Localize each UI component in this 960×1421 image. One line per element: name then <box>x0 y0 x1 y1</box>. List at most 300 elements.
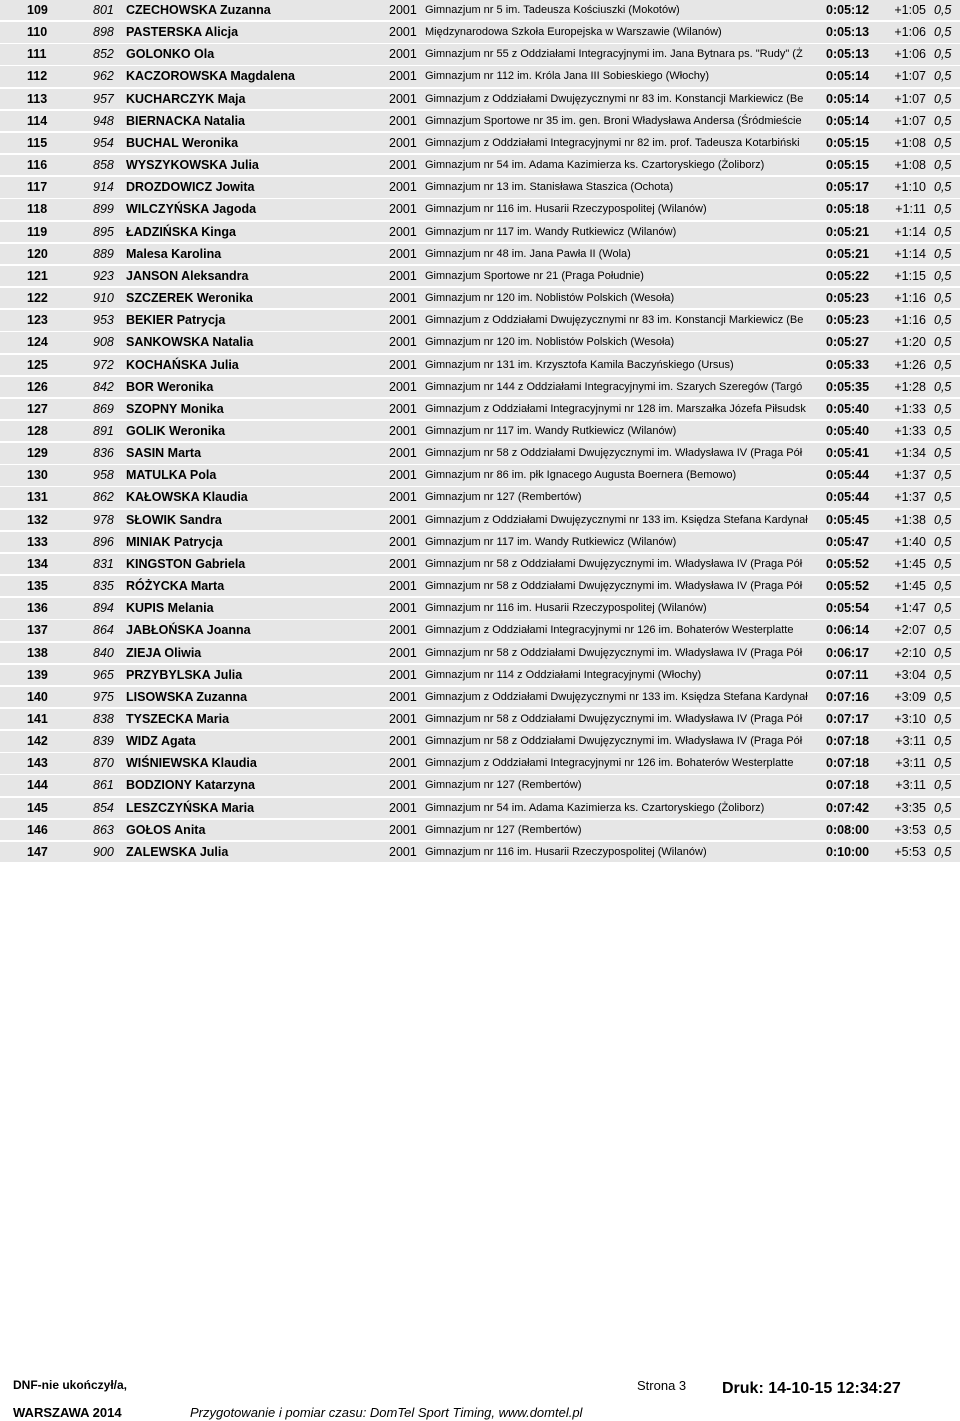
table-row <box>0 487 960 507</box>
time-gap-cell: +1:10 <box>894 180 926 195</box>
place-cell: 122 <box>27 291 48 306</box>
birth-year-cell: 2001 <box>389 623 417 638</box>
time-gap-cell: +1:08 <box>894 158 926 173</box>
athlete-name-cell: MINIAK Patrycja <box>126 534 223 549</box>
time-gap-cell: +1:15 <box>894 268 926 283</box>
athlete-name-cell: SZCZEREK Weronika <box>126 291 253 306</box>
timing-credit: Przygotowanie i pomiar czasu: DomTel Sport Timing, www.domtel.pl <box>190 1405 583 1420</box>
bib-cell: 957 <box>93 91 114 106</box>
bib-cell: 953 <box>93 313 114 328</box>
table-row <box>0 709 960 729</box>
place-cell: 131 <box>27 490 48 505</box>
school-cell: Gimnazjum nr 54 im. Adama Kazimierza ks. Czartoryskiego (Żoliborz) <box>425 801 765 814</box>
birth-year-cell: 2001 <box>389 844 417 859</box>
place-cell: 135 <box>27 579 48 594</box>
school-cell: Gimnazjum nr 120 im. Noblistów Polskich (Wesoła) <box>425 336 675 349</box>
birth-year-cell: 2001 <box>389 268 417 283</box>
points-cell: 0,5 <box>934 224 952 239</box>
time-gap-cell: +1:07 <box>894 69 926 84</box>
birth-year-cell: 2001 <box>389 379 417 394</box>
time-gap-cell: +1:45 <box>894 556 926 571</box>
table-row <box>0 44 960 64</box>
table-row <box>0 377 960 397</box>
time-gap-cell: +1:34 <box>894 446 926 461</box>
points-cell: 0,5 <box>934 3 952 17</box>
place-cell: 127 <box>27 401 48 416</box>
birth-year-cell: 2001 <box>389 534 417 549</box>
finish-time-cell: 0:08:00 <box>826 822 870 837</box>
bib-cell: 958 <box>93 468 114 483</box>
place-cell: 128 <box>27 423 48 438</box>
finish-time-cell: 0:07:16 <box>826 689 870 704</box>
points-cell: 0,5 <box>934 734 952 749</box>
finish-time-cell: 0:05:33 <box>826 357 870 372</box>
birth-year-cell: 2001 <box>389 579 417 594</box>
place-cell: 124 <box>27 335 48 350</box>
finish-time-cell: 0:06:14 <box>826 623 870 638</box>
athlete-name-cell: KUPIS Melania <box>126 601 214 616</box>
bib-cell: 862 <box>93 490 114 505</box>
print-timestamp: Druk: 14-10-15 12:34:27 <box>722 1380 901 1397</box>
athlete-name-cell: SANKOWSKA Natalia <box>126 335 254 350</box>
athlete-name-cell: WIŚNIEWSKA Klaudia <box>126 756 257 771</box>
bib-cell: 975 <box>93 689 114 704</box>
table-row <box>0 643 960 663</box>
table-row <box>0 510 960 530</box>
bib-cell: 839 <box>93 734 114 749</box>
bib-cell: 842 <box>93 379 114 394</box>
bib-cell: 891 <box>93 423 114 438</box>
points-cell: 0,5 <box>934 844 952 859</box>
school-cell: Gimnazjum z Oddziałami Integracyjnymi nr 128 im. Marszałka Józefa Piłsudsk <box>425 402 806 415</box>
bib-cell: 898 <box>93 25 114 40</box>
bib-cell: 910 <box>93 291 114 306</box>
time-gap-cell: +1:07 <box>894 113 926 128</box>
time-gap-cell: +3:04 <box>894 667 926 682</box>
athlete-name-cell: BIERNACKA Natalia <box>126 113 246 128</box>
points-cell: 0,5 <box>934 357 952 372</box>
table-row <box>0 22 960 42</box>
place-cell: 140 <box>27 689 48 704</box>
time-gap-cell: +1:06 <box>894 25 926 40</box>
points-cell: 0,5 <box>934 712 952 726</box>
school-cell: Gimnazjum z Oddziałami Integracyjnymi nr 82 im. prof. Tadeusza Kotarbiński <box>425 136 800 149</box>
birth-year-cell: 2001 <box>389 335 417 350</box>
bib-cell: 870 <box>93 756 114 771</box>
finish-time-cell: 0:05:15 <box>826 135 870 150</box>
place-cell: 118 <box>27 202 48 217</box>
time-gap-cell: +1:37 <box>894 468 926 483</box>
place-cell: 120 <box>27 246 48 261</box>
place-cell: 133 <box>27 534 48 549</box>
time-gap-cell: +1:38 <box>894 512 926 527</box>
time-gap-cell: +5:53 <box>894 844 926 859</box>
time-gap-cell: +2:10 <box>894 645 926 660</box>
place-cell: 116 <box>27 158 48 173</box>
school-cell: Gimnazjum nr 116 im. Husarii Rzeczypospolitej (Wilanów) <box>425 203 707 216</box>
athlete-name-cell: KINGSTON Gabriela <box>126 556 246 571</box>
points-cell: 0,5 <box>934 268 952 283</box>
finish-time-cell: 0:05:27 <box>826 335 870 350</box>
table-row <box>0 399 960 419</box>
finish-time-cell: 0:05:44 <box>826 490 870 505</box>
time-gap-cell: +1:16 <box>894 313 926 328</box>
athlete-name-cell: DROZDOWICZ Jowita <box>126 180 255 195</box>
finish-time-cell: 0:05:40 <box>826 401 870 416</box>
place-cell: 141 <box>27 712 48 726</box>
time-gap-cell: +3:09 <box>894 689 926 704</box>
school-cell: Gimnazjum nr 48 im. Jana Pawła II (Wola) <box>425 247 631 260</box>
birth-year-cell: 2001 <box>389 291 417 306</box>
finish-time-cell: 0:05:35 <box>826 379 870 394</box>
birth-year-cell: 2001 <box>389 313 417 328</box>
birth-year-cell: 2001 <box>389 135 417 150</box>
table-row <box>0 731 960 751</box>
finish-time-cell: 0:05:18 <box>826 202 870 217</box>
points-cell: 0,5 <box>934 335 952 350</box>
points-cell: 0,5 <box>934 379 952 394</box>
place-cell: 136 <box>27 601 48 616</box>
school-cell: Gimnazjum Sportowe nr 35 im. gen. Broni Władysława Andersa (Śródmieście <box>425 114 802 127</box>
table-row <box>0 532 960 552</box>
place-cell: 134 <box>27 556 48 571</box>
points-cell: 0,5 <box>934 69 952 84</box>
place-cell: 117 <box>27 180 48 195</box>
birth-year-cell: 2001 <box>389 468 417 483</box>
bib-cell: 896 <box>93 534 114 549</box>
table-row <box>0 310 960 330</box>
birth-year-cell: 2001 <box>389 512 417 527</box>
finish-time-cell: 0:05:44 <box>826 468 870 483</box>
table-row <box>0 0 960 20</box>
place-cell: 144 <box>27 778 48 793</box>
school-cell: Gimnazjum z Oddziałami Integracyjnymi nr 126 im. Bohaterów Westerplatte <box>425 624 794 637</box>
athlete-name-cell: ZIEJA Oliwia <box>126 645 202 660</box>
school-cell: Gimnazjum nr 112 im. Króla Jana III Sobieskiego (Włochy) <box>425 70 710 83</box>
birth-year-cell: 2001 <box>389 47 417 62</box>
points-cell: 0,5 <box>934 446 952 461</box>
athlete-name-cell: SŁOWIK Sandra <box>126 512 222 527</box>
finish-time-cell: 0:05:22 <box>826 268 870 283</box>
athlete-name-cell: BUCHAL Weronika <box>126 135 239 150</box>
time-gap-cell: +1:06 <box>894 47 926 62</box>
finish-time-cell: 0:05:14 <box>826 113 870 128</box>
athlete-name-cell: BEKIER Patrycja <box>126 313 226 328</box>
school-cell: Gimnazjum nr 116 im. Husarii Rzeczypospolitej (Wilanów) <box>425 845 707 858</box>
time-gap-cell: +1:11 <box>895 202 926 217</box>
finish-time-cell: 0:05:54 <box>826 601 870 616</box>
time-gap-cell: +3:11 <box>895 756 926 771</box>
place-cell: 145 <box>27 800 48 815</box>
table-row <box>0 554 960 574</box>
bib-cell: 835 <box>93 579 114 594</box>
finish-time-cell: 0:05:13 <box>826 25 870 40</box>
points-cell: 0,5 <box>934 490 952 505</box>
table-row <box>0 355 960 375</box>
table-row <box>0 244 960 264</box>
table-row <box>0 775 960 795</box>
finish-time-cell: 0:07:11 <box>826 667 869 682</box>
place-cell: 111 <box>27 47 47 62</box>
place-cell: 115 <box>27 135 48 150</box>
finish-time-cell: 0:05:41 <box>826 446 870 461</box>
athlete-name-cell: LISOWSKA Zuzanna <box>126 689 248 704</box>
table-row <box>0 155 960 175</box>
time-gap-cell: +1:45 <box>894 579 926 594</box>
school-cell: Gimnazjum nr 120 im. Noblistów Polskich (Wesoła) <box>425 292 675 305</box>
place-cell: 126 <box>27 379 48 394</box>
time-gap-cell: +3:53 <box>894 822 926 837</box>
table-row <box>0 177 960 197</box>
athlete-name-cell: WYSZYKOWSKA Julia <box>126 158 259 173</box>
athlete-name-cell: PRZYBYLSKA Julia <box>126 667 243 682</box>
table-row <box>0 753 960 773</box>
points-cell: 0,5 <box>934 468 952 483</box>
place-cell: 109 <box>27 3 48 17</box>
bib-cell: 869 <box>93 401 114 416</box>
athlete-name-cell: SZOPNY Monika <box>126 401 224 416</box>
school-cell: Gimnazjum nr 127 (Rembertów) <box>425 779 582 792</box>
birth-year-cell: 2001 <box>389 69 417 84</box>
bib-cell: 858 <box>93 158 114 173</box>
bib-cell: 908 <box>93 335 114 350</box>
bib-cell: 954 <box>93 135 114 150</box>
finish-time-cell: 0:05:15 <box>826 158 870 173</box>
birth-year-cell: 2001 <box>389 202 417 217</box>
bib-cell: 914 <box>93 180 114 195</box>
place-cell: 113 <box>27 91 48 106</box>
points-cell: 0,5 <box>934 800 952 815</box>
school-cell: Gimnazjum nr 58 z Oddziałami Dwujęzycznymi im. Władysława IV (Praga Pół <box>425 557 803 570</box>
athlete-name-cell: KUCHARCZYK Maja <box>126 91 246 106</box>
school-cell: Gimnazjum z Oddziałami Dwujęzycznymi nr 133 im. Księdza Stefana Kardynał <box>425 690 808 703</box>
table-row <box>0 443 960 463</box>
athlete-name-cell: ŁADZIŃSKA Kinga <box>126 224 236 239</box>
event-city-year: WARSZAWA 2014 <box>13 1405 122 1420</box>
time-gap-cell: +1:37 <box>894 490 926 505</box>
table-row <box>0 266 960 286</box>
place-cell: 137 <box>27 623 48 638</box>
finish-time-cell: 0:05:13 <box>826 47 870 62</box>
finish-time-cell: 0:05:21 <box>826 224 870 239</box>
school-cell: Gimnazjum nr 58 z Oddziałami Dwujęzycznymi im. Władysława IV (Praga Pół <box>425 735 803 748</box>
points-cell: 0,5 <box>934 601 952 616</box>
table-row <box>0 111 960 131</box>
athlete-name-cell: MATULKA Pola <box>126 468 217 483</box>
athlete-name-cell: Malesa Karolina <box>126 246 222 261</box>
finish-time-cell: 0:05:40 <box>826 423 870 438</box>
points-cell: 0,5 <box>934 778 952 793</box>
place-cell: 146 <box>27 822 48 837</box>
points-cell: 0,5 <box>934 667 952 682</box>
points-cell: 0,5 <box>934 135 952 150</box>
time-gap-cell: +1:05 <box>894 3 926 17</box>
points-cell: 0,5 <box>934 25 952 40</box>
school-cell: Gimnazjum nr 117 im. Wandy Rutkiewicz (Wilanów) <box>425 225 677 238</box>
finish-time-cell: 0:06:17 <box>826 645 870 660</box>
time-gap-cell: +1:14 <box>894 224 926 239</box>
time-gap-cell: +1:33 <box>894 423 926 438</box>
table-row <box>0 332 960 352</box>
points-cell: 0,5 <box>934 623 952 638</box>
school-cell: Gimnazjum nr 58 z Oddziałami Dwujęzycznymi im. Władysława IV (Praga Pół <box>425 646 803 659</box>
finish-time-cell: 0:05:45 <box>826 512 870 527</box>
birth-year-cell: 2001 <box>389 25 417 40</box>
birth-year-cell: 2001 <box>389 91 417 106</box>
bib-cell: 831 <box>93 556 114 571</box>
points-cell: 0,5 <box>934 91 952 106</box>
time-gap-cell: +1:07 <box>894 91 926 106</box>
points-cell: 0,5 <box>934 180 952 195</box>
school-cell: Gimnazjum nr 58 z Oddziałami Dwujęzycznymi im. Władysława IV (Praga Pół <box>425 713 803 725</box>
athlete-name-cell: KACZOROWSKA Magdalena <box>126 69 295 84</box>
birth-year-cell: 2001 <box>389 689 417 704</box>
table-row <box>0 222 960 242</box>
points-cell: 0,5 <box>934 512 952 527</box>
school-cell: Gimnazjum nr 86 im. płk Ignacego Augusta Boernera (Bemowo) <box>425 469 737 482</box>
table-row <box>0 798 960 818</box>
points-cell: 0,5 <box>934 401 952 416</box>
time-gap-cell: +1:28 <box>894 379 926 394</box>
points-cell: 0,5 <box>934 579 952 594</box>
points-cell: 0,5 <box>934 534 952 549</box>
place-cell: 139 <box>27 667 48 682</box>
bib-cell: 972 <box>93 357 114 372</box>
athlete-name-cell: CZECHOWSKA Zuzanna <box>126 3 271 17</box>
bib-cell: 861 <box>93 778 114 793</box>
birth-year-cell: 2001 <box>389 667 417 682</box>
birth-year-cell: 2001 <box>389 756 417 771</box>
finish-time-cell: 0:05:17 <box>826 180 870 195</box>
birth-year-cell: 2001 <box>389 446 417 461</box>
place-cell: 112 <box>27 69 48 84</box>
table-row <box>0 465 960 485</box>
birth-year-cell: 2001 <box>389 246 417 261</box>
points-cell: 0,5 <box>934 645 952 660</box>
points-cell: 0,5 <box>934 689 952 704</box>
birth-year-cell: 2001 <box>389 778 417 793</box>
school-cell: Gimnazjum z Oddziałami Dwujęzycznymi nr 83 im. Konstancji Markiewicz (Be <box>425 314 804 327</box>
bib-cell: 965 <box>93 667 114 682</box>
school-cell: Gimnazjum z Oddziałami Dwujęzycznymi nr 133 im. Księdza Stefana Kardynał <box>425 513 808 526</box>
birth-year-cell: 2001 <box>389 3 417 17</box>
bib-cell: 923 <box>93 268 114 283</box>
page-number: Strona 3 <box>637 1378 687 1393</box>
place-cell: 114 <box>27 113 48 128</box>
birth-year-cell: 2001 <box>389 158 417 173</box>
birth-year-cell: 2001 <box>389 734 417 749</box>
time-gap-cell: +3:10 <box>894 712 926 726</box>
bib-cell: 978 <box>93 512 114 527</box>
place-cell: 129 <box>27 446 48 461</box>
table-row <box>0 133 960 153</box>
place-cell: 138 <box>27 645 48 660</box>
finish-time-cell: 0:05:21 <box>826 246 870 261</box>
points-cell: 0,5 <box>934 556 952 571</box>
bib-cell: 962 <box>93 69 114 84</box>
birth-year-cell: 2001 <box>389 645 417 660</box>
place-cell: 123 <box>27 313 48 328</box>
birth-year-cell: 2001 <box>389 423 417 438</box>
time-gap-cell: +1:40 <box>894 534 926 549</box>
finish-time-cell: 0:05:52 <box>826 579 870 594</box>
school-cell: Gimnazjum nr 5 im. Tadeusza Kościuszki (Mokotów) <box>425 4 680 16</box>
points-cell: 0,5 <box>934 202 952 217</box>
finish-time-cell: 0:05:47 <box>826 534 870 549</box>
place-cell: 132 <box>27 512 48 527</box>
table-row <box>0 89 960 109</box>
athlete-name-cell: KOCHAŃSKA Julia <box>126 357 239 372</box>
table-row <box>0 598 960 618</box>
birth-year-cell: 2001 <box>389 712 417 726</box>
time-gap-cell: +3:11 <box>895 734 926 749</box>
athlete-name-cell: LESZCZYŃSKA Maria <box>126 800 255 815</box>
school-cell: Gimnazjum nr 117 im. Wandy Rutkiewicz (Wilanów) <box>425 535 677 548</box>
finish-time-cell: 0:07:17 <box>826 712 870 726</box>
table-row <box>0 842 960 862</box>
points-cell: 0,5 <box>934 47 952 62</box>
place-cell: 142 <box>27 734 48 749</box>
school-cell: Gimnazjum nr 55 z Oddziałami Integracyjnymi im. Jana Bytnara ps. "Rudy" (Ż <box>425 48 803 61</box>
school-cell: Gimnazjum nr 13 im. Stanisława Staszica (Ochota) <box>425 181 674 194</box>
birth-year-cell: 2001 <box>389 113 417 128</box>
birth-year-cell: 2001 <box>389 822 417 837</box>
time-gap-cell: +2:07 <box>894 623 926 638</box>
school-cell: Gimnazjum nr 127 (Rembertów) <box>425 823 582 836</box>
time-gap-cell: +1:16 <box>894 291 926 306</box>
bib-cell: 900 <box>93 844 114 859</box>
school-cell: Gimnazjum z Oddziałami Dwujęzycznymi nr 83 im. Konstancji Markiewicz (Be <box>425 92 804 105</box>
finish-time-cell: 0:07:42 <box>826 800 870 815</box>
time-gap-cell: +1:26 <box>894 357 926 372</box>
bib-cell: 840 <box>93 645 114 660</box>
table-row <box>0 66 960 86</box>
birth-year-cell: 2001 <box>389 800 417 815</box>
athlete-name-cell: TYSZECKA Maria <box>126 712 230 726</box>
table-row <box>0 620 960 640</box>
bib-cell: 948 <box>93 113 114 128</box>
finish-time-cell: 0:05:12 <box>826 3 870 17</box>
athlete-name-cell: KAŁOWSKA Klaudia <box>126 490 248 505</box>
athlete-name-cell: RÓŻYCKA Marta <box>126 579 225 594</box>
school-cell: Gimnazjum z Oddziałami Integracyjnymi nr 126 im. Bohaterów Westerplatte <box>425 757 794 770</box>
points-cell: 0,5 <box>934 158 952 173</box>
school-cell: Gimnazjum nr 58 z Oddziałami Dwujęzycznymi im. Władysława IV (Praga Pół <box>425 447 803 460</box>
bib-cell: 899 <box>93 202 114 217</box>
table-row <box>0 576 960 596</box>
dnf-legend: DNF-nie ukończył/a, <box>13 1378 128 1392</box>
birth-year-cell: 2001 <box>389 357 417 372</box>
table-row <box>0 199 960 219</box>
points-cell: 0,5 <box>934 313 952 328</box>
bib-cell: 864 <box>93 623 114 638</box>
finish-time-cell: 0:05:23 <box>826 313 870 328</box>
finish-time-cell: 0:10:00 <box>826 844 870 859</box>
points-cell: 0,5 <box>934 113 952 128</box>
time-gap-cell: +1:08 <box>894 135 926 150</box>
school-cell: Gimnazjum nr 58 z Oddziałami Dwujęzycznymi im. Władysława IV (Praga Pół <box>425 580 803 593</box>
time-gap-cell: +1:33 <box>894 401 926 416</box>
points-cell: 0,5 <box>934 246 952 261</box>
time-gap-cell: +1:14 <box>894 246 926 261</box>
school-cell: Gimnazjum nr 117 im. Wandy Rutkiewicz (Wilanów) <box>425 424 677 437</box>
table-row <box>0 288 960 308</box>
points-cell: 0,5 <box>934 756 952 771</box>
birth-year-cell: 2001 <box>389 401 417 416</box>
place-cell: 130 <box>27 468 48 483</box>
place-cell: 121 <box>27 268 48 283</box>
athlete-name-cell: JABŁOŃSKA Joanna <box>126 623 251 638</box>
